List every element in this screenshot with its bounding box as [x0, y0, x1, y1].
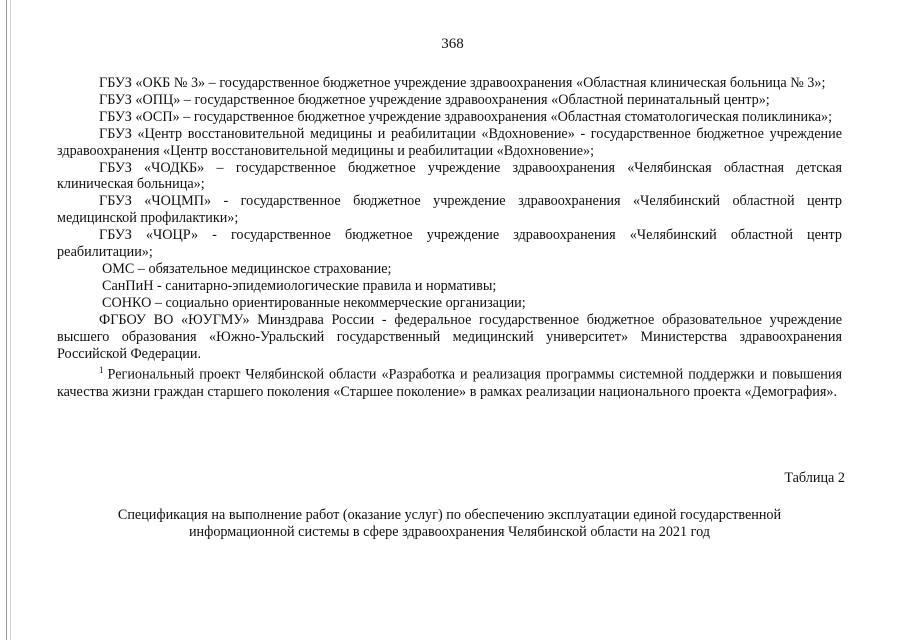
abbreviation-opc: ГБУЗ «ОПЦ» – государственное бюджетное учреждение здравоохранения «Областной перинатальный центр»; [99, 91, 770, 108]
abbreviation-chocmp: ГБУЗ «ЧОЦМП» - государственное бюджетное учреждение здравоохранения «Челябинский областной центр медицинской профилактики»; [57, 193, 842, 227]
table-title [57, 507, 842, 541]
page-number: 368 [441, 36, 464, 52]
footnote-text: Региональный проект Челябинской области «Разработка и реализация программы системной поддержки и повышения качества жизни граждан старшего поколения «Старшее поколение» в рамках реализации национального проекта «Демография». [57, 367, 842, 401]
abbreviation-chodkb: ГБУЗ «ЧОДКБ» – государственное бюджетное учреждение здравоохранения «Челябинская областная детская клиническая больница»; [57, 159, 842, 193]
scan-left-edge-inner [10, 0, 11, 640]
footnote-marker: 1 [99, 365, 104, 376]
abbreviation-sonko: СОНКО – социально ориентированные некоммерческие организации; [102, 294, 526, 311]
abbreviation-osp: ГБУЗ «ОСП» – государственное бюджетное учреждение здравоохранения «Областная стоматологическая поликлиника»; [99, 108, 833, 125]
abbreviation-chocr: ГБУЗ «ЧОЦР» - государственное бюджетное учреждение здравоохранения «Челябинский областной центр реабилитации»; [57, 227, 842, 261]
abbreviation-sanpin: СанПиН - санитарно-эпидемиологические правила и нормативы; [102, 277, 497, 294]
table-label: Таблица 2 [784, 470, 845, 486]
abbreviation-oms: ОМС – обязательное медицинское страхование; [102, 260, 392, 277]
footnote [57, 362, 842, 401]
abbreviation-yugmu: ФГБОУ ВО «ЮУГМУ» Минздрава России - федеральное государственное бюджетное образовательное учреждение высшего образования «Южно-Уральский государственный медицинский университет» Министерства здравоохранения Российской Федерации. [57, 311, 842, 362]
table-title-line-1: Спецификация на выполнение работ (оказание услуг) по обеспечению эксплуатации единой государственной [117, 507, 782, 523]
table-title-line-2: информационной системы в сфере здравоохранения Челябинской области на 2021 год [188, 524, 711, 540]
scan-left-edge [6, 0, 7, 640]
abbreviation-okb3: ГБУЗ «ОКБ № 3» – государственное бюджетное учреждение здравоохранения «Областная клиническая больница № 3»; [99, 75, 826, 91]
abbreviation-vdohnovenie: ГБУЗ «Центр восстановительной медицины и реабилитации «Вдохновение» - государственное бюджетное учреждение здравоохранения «Центр восстановительной медицины и реабилитации «Вдохновение»; [57, 125, 842, 159]
abbreviations-list [57, 75, 842, 401]
